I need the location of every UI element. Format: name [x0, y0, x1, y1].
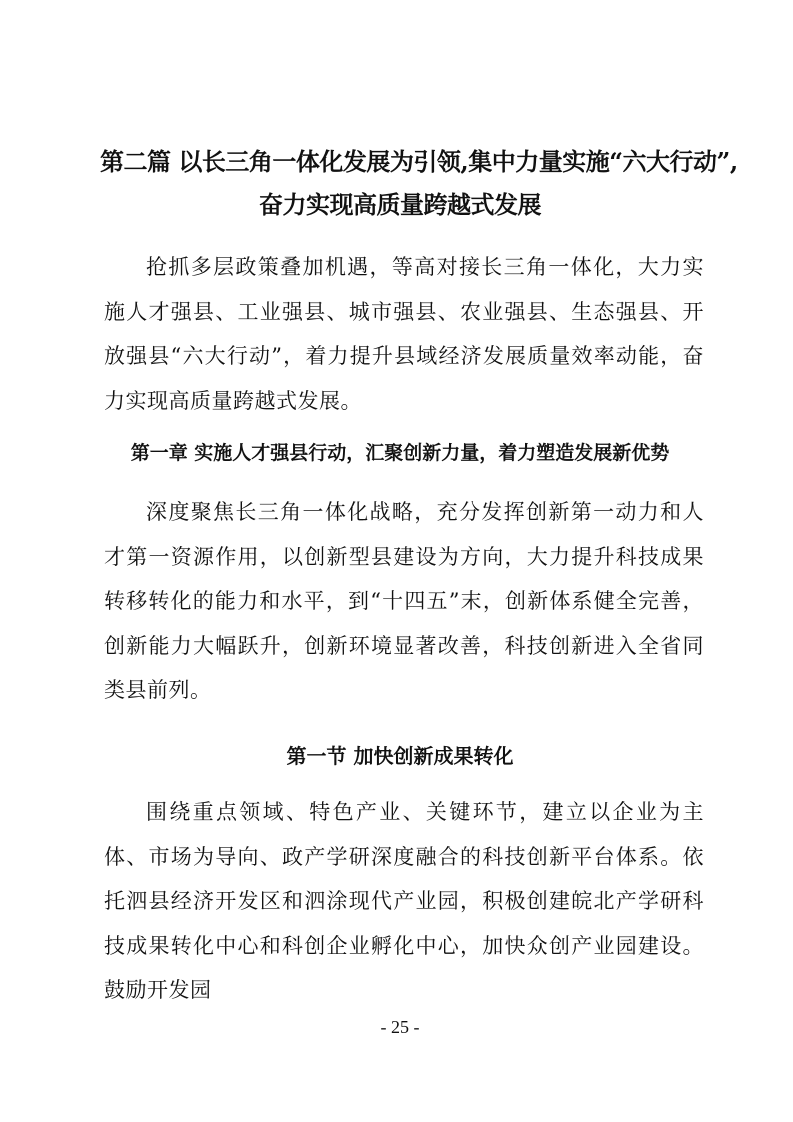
intro-paragraph: 抢抓多层政策叠加机遇，等高对接长三角一体化，大力实施人才强县、工业强县、城市强县、农业强县、生态强县、开放强县“六大行动”，着力提升县域经济发展质量效率动能，奋力实现高质量跨越式发展。: [104, 255, 704, 413]
chapter-paragraph: 深度聚焦长三角一体化战略，充分发挥创新第一动力和人才第一资源作用，以创新型县建设为方向，大力提升科技成果转移转化的能力和水平，到“十四五”末，创新体系健全完善，创新能力大幅跃升，创新环境显著改善，科技创新进入全省同类县前列。: [104, 500, 704, 702]
part-title-line-2: 奋力实现高质量跨越式发展: [259, 190, 541, 219]
section-paragraph: 围绕重点领域、特色产业、关键环节，建立以企业为主体、市场为导向、政产学研深度融合的科技创新平台体系。依托泗县经济开发区和泗涂现代产业园，积极创建皖北产学研科技成果转化中心和科创企业孵化中心，加快众创产业园建设。鼓励开发园: [104, 800, 704, 1002]
page-number: - 25 -: [380, 1017, 420, 1037]
chapter-title: 第一章 实施人才强县行动，汇聚创新力量，着力塑造发展新优势: [130, 442, 670, 464]
part-title-line-1: 第二篇 以长三角一体化发展为引领,集中力量实施“六大行动”,: [100, 147, 738, 176]
section-title: 第一节 加快创新成果转化: [286, 744, 514, 768]
